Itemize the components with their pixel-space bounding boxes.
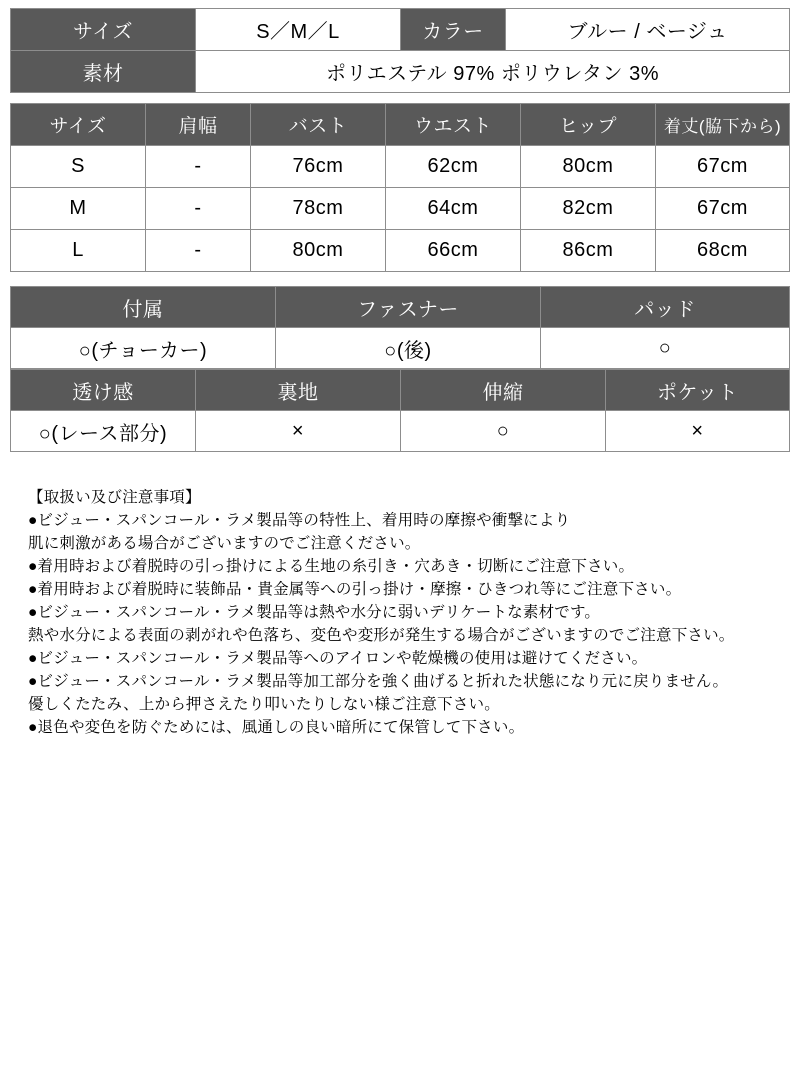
attr1-value-zipper: ○(後) — [276, 328, 541, 369]
spec-label-size: サイズ — [11, 9, 196, 51]
size-header-1: 肩幅 — [146, 104, 251, 146]
attr1-header-pad: パッド — [541, 287, 790, 328]
size-cell-l-waist: 66cm — [386, 230, 521, 272]
care-note-line: ●ビジュー・スパンコール・ラメ製品等は熱や水分に弱いデリケートな素材です。 — [28, 604, 601, 621]
table-row — [11, 230, 790, 272]
attribute-table-wrapper — [10, 286, 790, 452]
size-cell-s-bust: 76cm — [251, 146, 386, 188]
table-row — [11, 146, 790, 188]
size-cell-m-hip: 82cm — [521, 188, 656, 230]
spec-table — [10, 8, 790, 93]
attr2-header-stretch: 伸縮 — [401, 370, 606, 411]
table-header-row — [11, 370, 790, 411]
attr2-value-pocket: × — [606, 411, 790, 452]
size-header-2: バスト — [251, 104, 386, 146]
size-cell-s-waist: 62cm — [386, 146, 521, 188]
size-cell-s-length: 67cm — [656, 146, 790, 188]
table-row — [11, 188, 790, 230]
size-header-0: サイズ — [11, 104, 146, 146]
size-cell-m-shoulder: - — [146, 188, 251, 230]
attr1-header-zipper: ファスナー — [276, 287, 541, 328]
attr1-value-pad: ○ — [541, 328, 790, 369]
attr2-value-sheerness: ○(レース部分) — [11, 411, 196, 452]
table-row — [11, 9, 790, 51]
care-note-line: ●ビジュー・スパンコール・ラメ製品等へのアイロンや乾燥機の使用は避けてください。 — [28, 650, 648, 667]
size-cell-l-label: L — [11, 230, 146, 272]
size-table — [10, 103, 790, 272]
table-header-row — [11, 104, 790, 146]
spec-label-color: カラー — [401, 9, 506, 51]
care-notes — [10, 486, 790, 739]
table-row — [11, 328, 790, 369]
size-header-4: ヒップ — [521, 104, 656, 146]
size-cell-l-hip: 86cm — [521, 230, 656, 272]
attr2-value-lining: × — [196, 411, 401, 452]
attr2-header-pocket: ポケット — [606, 370, 790, 411]
attribute-table-2 — [10, 369, 790, 452]
care-notes-title: 【取扱い及び注意事項】 — [28, 489, 201, 506]
size-header-3: ウエスト — [386, 104, 521, 146]
attr2-header-sheerness: 透け感 — [11, 370, 196, 411]
table-header-row — [11, 287, 790, 328]
size-cell-s-shoulder: - — [146, 146, 251, 188]
spec-value-color: ブルー / ベージュ — [506, 9, 790, 51]
size-cell-s-label: S — [11, 146, 146, 188]
table-row — [11, 51, 790, 93]
size-header-5: 着丈(脇下から) — [656, 104, 790, 146]
size-cell-l-shoulder: - — [146, 230, 251, 272]
size-cell-l-length: 68cm — [656, 230, 790, 272]
care-note-line: ●ビジュー・スパンコール・ラメ製品等加工部分を強く曲げると折れた状態になり元に戻りません。 — [28, 673, 729, 690]
attr2-value-stretch: ○ — [401, 411, 606, 452]
attr1-value-accessory: ○(チョーカー) — [11, 328, 276, 369]
care-note-line: ●ビジュー・スパンコール・ラメ製品等の特性上、着用時の摩擦や衝撃により — [28, 512, 571, 529]
care-note-line: ●着用時および着脱時の引っ掛けによる生地の糸引き・穴あき・切断にご注意下さい。 — [28, 558, 635, 575]
attribute-table-1 — [10, 286, 790, 369]
care-note-line: ●着用時および着脱時に装飾品・貴金属等への引っ掛け・摩擦・ひきつれ等にご注意下さい。 — [28, 581, 682, 598]
attr1-header-accessory: 付属 — [11, 287, 276, 328]
spec-value-material: ポリエステル 97% ポリウレタン 3% — [196, 51, 790, 93]
care-note-line: ●退色や変色を防ぐためには、風通しの良い暗所にて保管して下さい。 — [28, 719, 525, 736]
spec-label-material: 素材 — [11, 51, 196, 93]
care-note-line: 優しくたたみ、上から押さえたり叩いたりしない様ご注意下さい。 — [28, 696, 500, 713]
care-note-line: 肌に刺激がある場合がございますのでご注意ください。 — [28, 535, 421, 552]
size-cell-m-waist: 64cm — [386, 188, 521, 230]
size-cell-m-label: M — [11, 188, 146, 230]
care-note-line: 熱や水分による表面の剥がれや色落ち、変色や変形が発生する場合がございますのでご注意下さい。 — [28, 627, 735, 644]
table-row — [11, 411, 790, 452]
attr2-header-lining: 裏地 — [196, 370, 401, 411]
spec-value-size: S／M／L — [196, 9, 401, 51]
size-table-wrapper — [10, 103, 790, 272]
size-cell-s-hip: 80cm — [521, 146, 656, 188]
size-cell-m-bust: 78cm — [251, 188, 386, 230]
size-cell-l-bust: 80cm — [251, 230, 386, 272]
size-cell-m-length: 67cm — [656, 188, 790, 230]
